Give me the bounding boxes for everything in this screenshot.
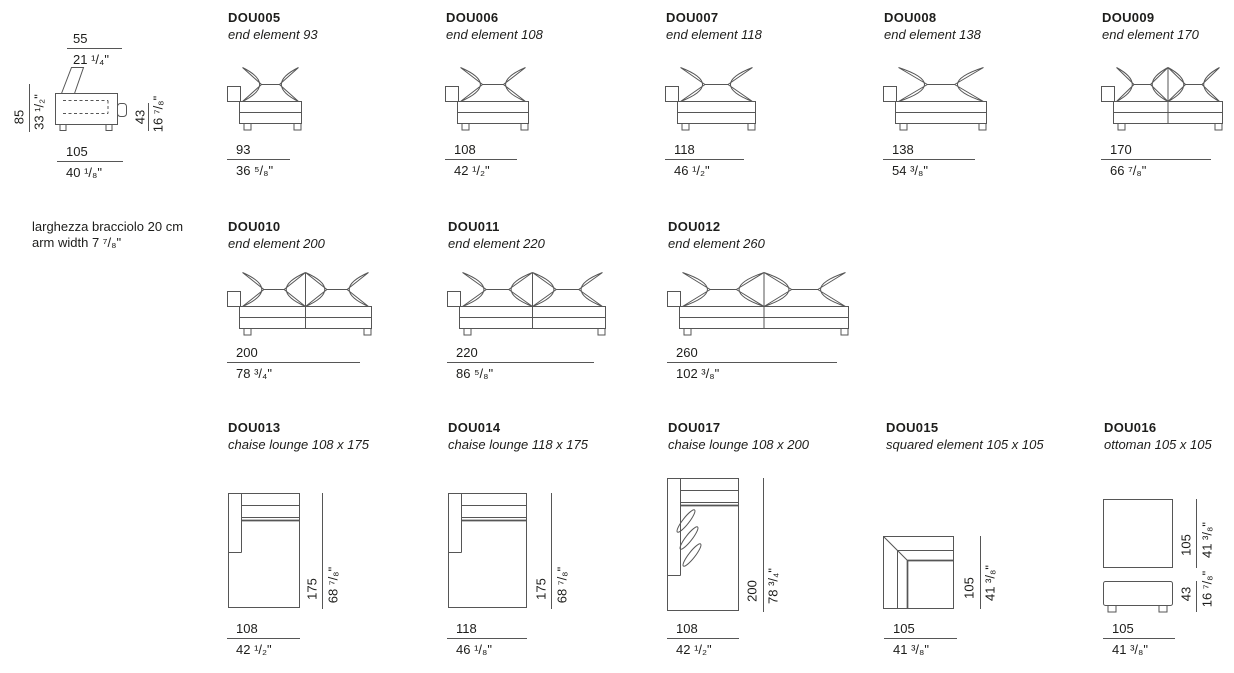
arm-width-note-english: arm width 7 ⁷/₈": [32, 235, 122, 250]
product-code-dou014: DOU014: [448, 420, 501, 435]
side-view-height-inches: 33 ¹/₂": [31, 94, 47, 130]
width-inches: 66 ⁷/₈": [1110, 163, 1147, 178]
width-inches: 36 ⁵/₈": [236, 163, 274, 178]
product-description-dou015: squared element 105 x 105: [886, 437, 1044, 452]
dou015-height-dimension-line: [980, 536, 981, 609]
width-cm: 118: [456, 621, 477, 636]
dou016-seat-height-inches: 16 ⁷/₈": [1199, 570, 1215, 608]
product-description-dou017: chaise lounge 108 x 200: [668, 437, 809, 452]
dou013-height-cm: 175: [304, 578, 320, 600]
arm-width-note-italian: larghezza bracciolo 20 cm: [32, 219, 184, 234]
dou014-height-inches: 68 ⁷/₈": [554, 566, 570, 604]
width-cm: 105: [1112, 621, 1134, 636]
product-code-dou008: DOU008: [884, 10, 937, 25]
product-code-dou005: DOU005: [228, 10, 281, 25]
width-inches: 42 ¹/₂": [236, 642, 272, 657]
product-code-dou013: DOU013: [228, 420, 281, 435]
width-inches: 46 ¹/₂": [674, 163, 710, 178]
dou012-front-view-drawing: [667, 272, 851, 336]
dimension-line: [884, 638, 957, 639]
dou011-width-dimension: [447, 345, 594, 381]
dou013-width-dimension: [227, 621, 300, 657]
dou013-height-dimension-line: [322, 493, 323, 609]
dimension-line: [57, 161, 123, 162]
dimension-cm: 55: [73, 31, 88, 46]
width-inches: 102 ³/₈": [676, 366, 720, 381]
dou016-height-inches: 41 ³/₈": [1199, 521, 1215, 559]
dimension-line: [227, 362, 360, 363]
product-description-dou007: end element 118: [666, 27, 762, 42]
dou011-front-view-drawing: [447, 272, 608, 336]
width-inches: 42 ¹/₂": [454, 163, 490, 178]
dou016-seat-height-dimension-line: [1196, 581, 1197, 612]
product-code-dou015: DOU015: [886, 420, 939, 435]
dimension-line: [447, 638, 527, 639]
dou017-height-inches: 78 ³/₄": [765, 568, 781, 604]
width-inches: 86 ⁵/₈": [456, 366, 494, 381]
width-inches: 78 ³/₄": [236, 366, 272, 381]
dimension-line: [667, 638, 739, 639]
width-cm: 93: [236, 142, 251, 157]
dou016-height-dimension-line: [1196, 499, 1197, 568]
dimension-line: [883, 159, 975, 160]
dou013-height-inches: 68 ⁷/₈": [325, 566, 341, 604]
side-view-depth-bottom-dimension: [57, 144, 123, 180]
dou007-front-view-drawing: [665, 67, 758, 131]
product-description-dou010: end element 200: [228, 236, 325, 251]
dou005-width-dimension: [227, 142, 290, 178]
width-cm: 220: [456, 345, 478, 360]
dimension-line: [67, 48, 122, 49]
dou015-height-inches: 41 ³/₈": [982, 564, 998, 602]
product-description-dou009: end element 170: [1102, 27, 1199, 42]
product-code-dou011: DOU011: [448, 219, 500, 234]
width-inches: 41 ³/₈": [893, 642, 930, 657]
dou014-height-cm: 175: [533, 578, 549, 600]
width-inches: 42 ¹/₂": [676, 642, 712, 657]
width-cm: 108: [676, 621, 698, 636]
dou017-top-view-drawing: [667, 478, 739, 612]
side-view-seat-height-inches: 16 ⁷/₈": [150, 95, 166, 133]
dou016-side-view-drawing: [1103, 581, 1173, 613]
dou017-width-dimension: [667, 621, 739, 657]
dimension-cm: 105: [66, 144, 88, 159]
dou017-height-cm: 200: [744, 580, 760, 602]
width-cm: 200: [236, 345, 258, 360]
dou008-front-view-drawing: [883, 67, 989, 131]
dou014-height-dimension-line: [551, 493, 552, 609]
product-description-dou016: ottoman 105 x 105: [1104, 437, 1212, 452]
dou009-width-dimension: [1101, 142, 1211, 178]
dou016-top-view-drawing: [1103, 499, 1173, 568]
dimension-line: [1101, 159, 1211, 160]
width-cm: 108: [454, 142, 476, 157]
product-code-dou016: DOU016: [1104, 420, 1157, 435]
dou009-front-view-drawing: [1101, 67, 1225, 131]
dimension-line: [227, 638, 300, 639]
product-code-dou006: DOU006: [446, 10, 499, 25]
dou013-top-view-drawing: [228, 493, 300, 609]
dou010-front-view-drawing: [227, 272, 374, 336]
product-code-dou007: DOU007: [666, 10, 719, 25]
dimension-inches: 21 ¹/₄": [73, 52, 109, 67]
dou007-width-dimension: [665, 142, 744, 178]
side-view-seat-height-cm: 43: [132, 109, 148, 125]
dimension-line: [667, 362, 837, 363]
product-code-dou017: DOU017: [668, 420, 721, 435]
dou005-front-view-drawing: [227, 67, 304, 131]
product-description-dou013: chaise lounge 108 x 175: [228, 437, 369, 452]
product-description-dou008: end element 138: [884, 27, 981, 42]
product-description-dou012: end element 260: [668, 236, 765, 251]
dimension-line: [665, 159, 744, 160]
dimension-line: [447, 362, 594, 363]
product-description-dou005: end element 93: [228, 27, 318, 42]
product-code-dou012: DOU012: [668, 219, 721, 234]
width-cm: 138: [892, 142, 914, 157]
arm-width-note: [32, 219, 183, 251]
side-view-seat-height-dimension-line: [148, 103, 149, 131]
dou015-width-dimension: [884, 621, 957, 657]
width-cm: 170: [1110, 142, 1132, 157]
dou015-height-cm: 105: [961, 577, 977, 599]
dou012-width-dimension: [667, 345, 837, 381]
side-view-height-cm: 85: [11, 109, 27, 125]
dou016-seat-height-cm: 43: [1178, 586, 1194, 602]
dou010-width-dimension: [227, 345, 360, 381]
product-code-dou010: DOU010: [228, 219, 281, 234]
product-description-dou014: chaise lounge 118 x 175: [448, 437, 588, 452]
width-inches: 46 ¹/₈": [456, 642, 493, 657]
dou006-width-dimension: [445, 142, 517, 178]
dou006-front-view-drawing: [445, 67, 531, 131]
width-cm: 260: [676, 345, 698, 360]
dimension-inches: 40 ¹/₈": [66, 165, 103, 180]
sofa-side-view-drawing: [55, 67, 133, 131]
dou016-height-cm: 105: [1178, 534, 1194, 556]
dou016-width-dimension: [1103, 621, 1175, 657]
dimension-line: [445, 159, 517, 160]
dimension-line: [1103, 638, 1175, 639]
width-inches: 41 ³/₈": [1112, 642, 1149, 657]
product-code-dou009: DOU009: [1102, 10, 1155, 25]
width-cm: 118: [674, 142, 695, 157]
dou008-width-dimension: [883, 142, 975, 178]
side-view-depth-top-dimension: [67, 31, 122, 67]
side-view-height-dimension-line: [29, 84, 30, 132]
product-description-dou006: end element 108: [446, 27, 543, 42]
dimension-line: [227, 159, 290, 160]
dou014-width-dimension: [447, 621, 527, 657]
dou017-height-dimension-line: [763, 478, 764, 612]
dou014-top-view-drawing: [448, 493, 527, 609]
width-cm: 105: [893, 621, 915, 636]
product-description-dou011: end element 220: [448, 236, 545, 251]
width-cm: 108: [236, 621, 258, 636]
dou015-top-view-drawing: [883, 536, 954, 609]
width-inches: 54 ³/₈": [892, 163, 929, 178]
